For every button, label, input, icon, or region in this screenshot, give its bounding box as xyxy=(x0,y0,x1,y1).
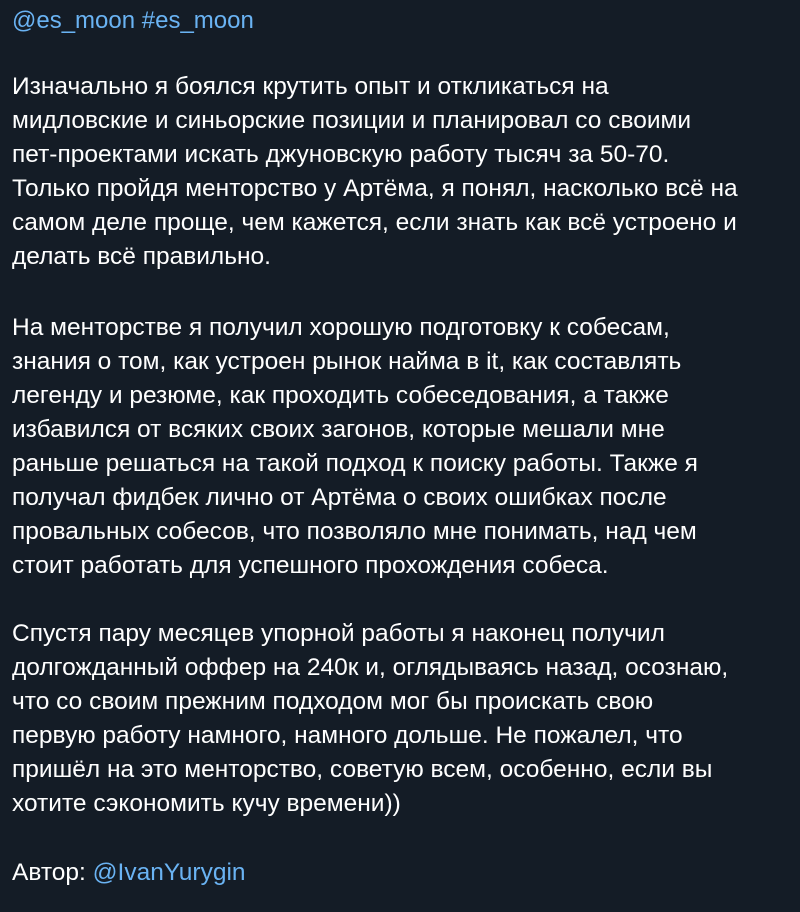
text-line: первую работу намного, намного дольше. Не пожалел, что xyxy=(12,722,683,749)
text-line: легенду и резюме, как проходить собеседования, а также xyxy=(12,382,669,409)
text-line: Спустя пару месяцев упорной работы я наконец получил xyxy=(12,620,665,647)
mention-link[interactable]: @es_moon xyxy=(12,7,136,34)
text-line: пет-проектами искать джуновскую работу тысяч за 50-70. xyxy=(12,141,670,168)
author-line xyxy=(12,856,246,890)
text-line: Изначально я боялся крутить опыт и откликаться на xyxy=(12,73,609,100)
text-line: мидловские и синьорские позиции и планировал со своими xyxy=(12,107,692,134)
paragraph-mentorship xyxy=(12,311,788,583)
text-line: раньше решаться на такой подход к поиску работы. Также я xyxy=(12,450,698,477)
text-line: Только пройдя менторство у Артёма, я понял, насколько всё на xyxy=(12,175,738,202)
hashtag-link[interactable]: #es_moon xyxy=(141,7,254,34)
text-line: делать всё правильно. xyxy=(12,243,271,270)
text-line: стоит работать для успешного прохождения собеса. xyxy=(12,552,609,579)
message-header xyxy=(12,5,254,37)
text-line: хотите сэкономить кучу времени)) xyxy=(12,790,401,817)
text-line: На менторстве я получил хорошую подготовку к собесам, xyxy=(12,314,670,341)
author-label: Автор: xyxy=(12,859,86,886)
text-line: провальных собесов, что позволяло мне понимать, над чем xyxy=(12,518,697,545)
text-line: получал фидбек лично от Артёма о своих ошибках после xyxy=(12,484,667,511)
author-username-link[interactable]: @IvanYurygin xyxy=(92,859,246,886)
text-line: долгожданный оффер на 240к и, оглядываясь назад, осознаю, xyxy=(12,654,729,681)
text-line: самом деле проще, чем кажется, если знать как всё устроено и xyxy=(12,209,737,236)
text-line: знания о том, как устроен рынок найма в it, как составлять xyxy=(12,348,682,375)
text-line: избавился от всяких своих загонов, которые мешали мне xyxy=(12,416,665,443)
text-line: пришёл на это менторство, советую всем, особенно, если вы xyxy=(12,756,713,783)
text-line: что со своим прежним подходом мог бы проискать свою xyxy=(12,688,654,715)
paragraph-result xyxy=(12,617,788,821)
paragraph-intro xyxy=(12,70,788,274)
